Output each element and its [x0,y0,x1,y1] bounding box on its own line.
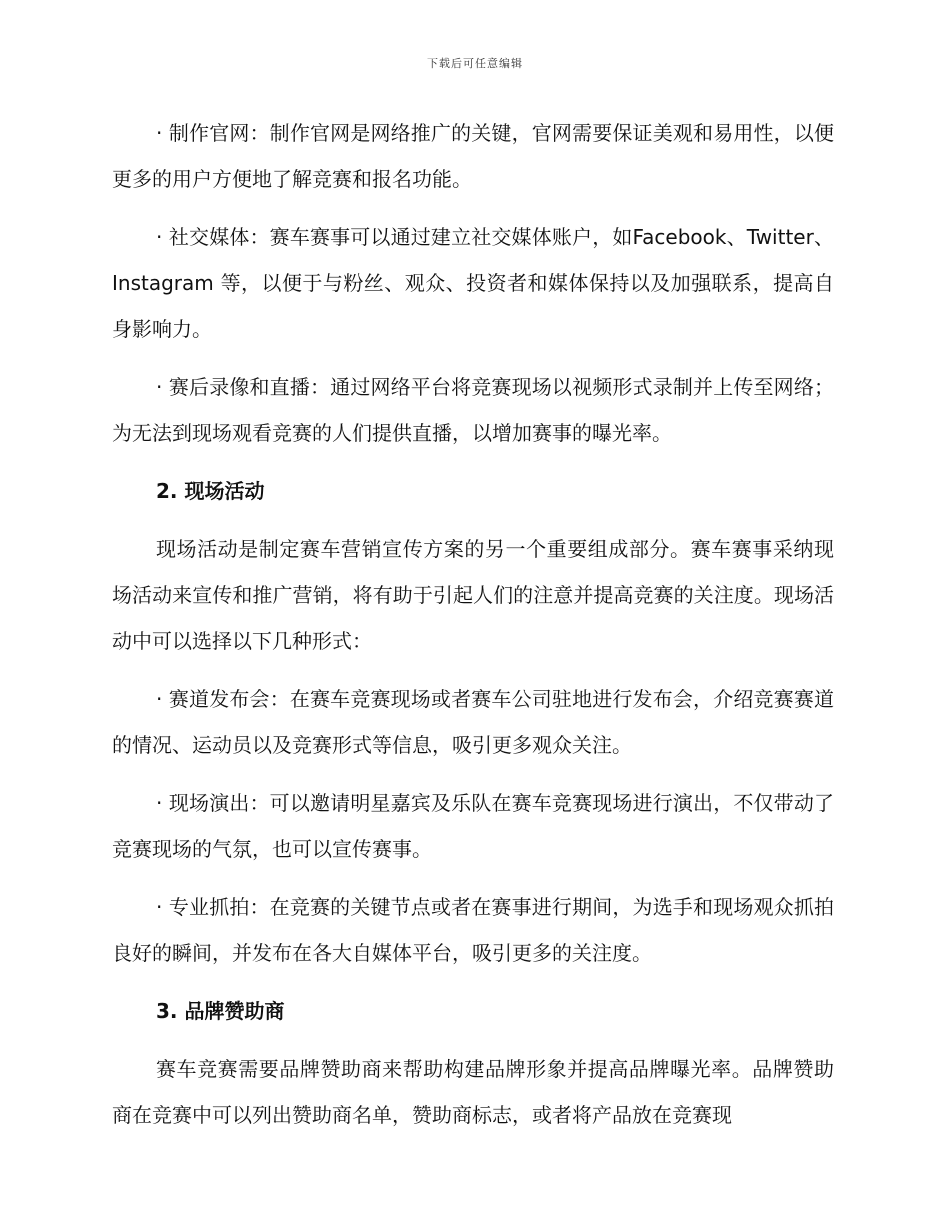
section-heading-brand-sponsors: 3. 品牌赞助商 [156,999,285,1023]
paragraph-onsite-intro: 现场活动是制定赛车营销宣传方案的另一个重要组成部分。赛车赛事采纳现场活动来宣传和推广营销，将有助于引起人们的注意并提高竞赛的关注度。现场活动中可以选择以下几种形式： [112,537,834,653]
paragraph-track-launch: · 赛道发布会：在赛车竞赛现场或者赛车公司驻地进行发布会，介绍竞赛赛道的情况、运动员以及竞赛形式等信息，吸引更多观众关注。 [112,687,834,757]
paragraph-sponsors-intro: 赛车竞赛需要品牌赞助商来帮助构建品牌形象并提高品牌曝光率。品牌赞助商在竞赛中可以列出赞助商名单，赞助商标志，或者将产品放在竞赛现 [112,1057,834,1127]
header-note: 下载后可任意编辑 [427,57,523,70]
paragraph-social-media: · 社交媒体：赛车赛事可以通过建立社交媒体账户，如Facebook、Twitter、Instagram 等，以便于与粉丝、观众、投资者和媒体保持以及加强联系，提高自身影响力。 [112,225,834,341]
paragraph-pro-photography: · 专业抓拍：在竞赛的关键节点或者在赛事进行期间，为选手和现场观众抓拍良好的瞬间，并发布在各大自媒体平台，吸引更多的关注度。 [112,895,834,965]
paragraph-live-performance: · 现场演出：可以邀请明星嘉宾及乐队在赛车竞赛现场进行演出，不仅带动了竞赛现场的气氛，也可以宣传赛事。 [112,791,834,861]
paragraph-video-livestream: · 赛后录像和直播：通过网络平台将竞赛现场以视频形式录制并上传至网络；为无法到现场观看竞赛的人们提供直播，以增加赛事的曝光率。 [112,375,834,445]
section-heading-onsite-activities: 2. 现场活动 [156,479,265,503]
paragraph-official-website: · 制作官网：制作官网是网络推广的关键，官网需要保证美观和易用性，以便更多的用户方便地了解竞赛和报名功能。 [112,121,834,191]
document-body [112,110,834,1150]
